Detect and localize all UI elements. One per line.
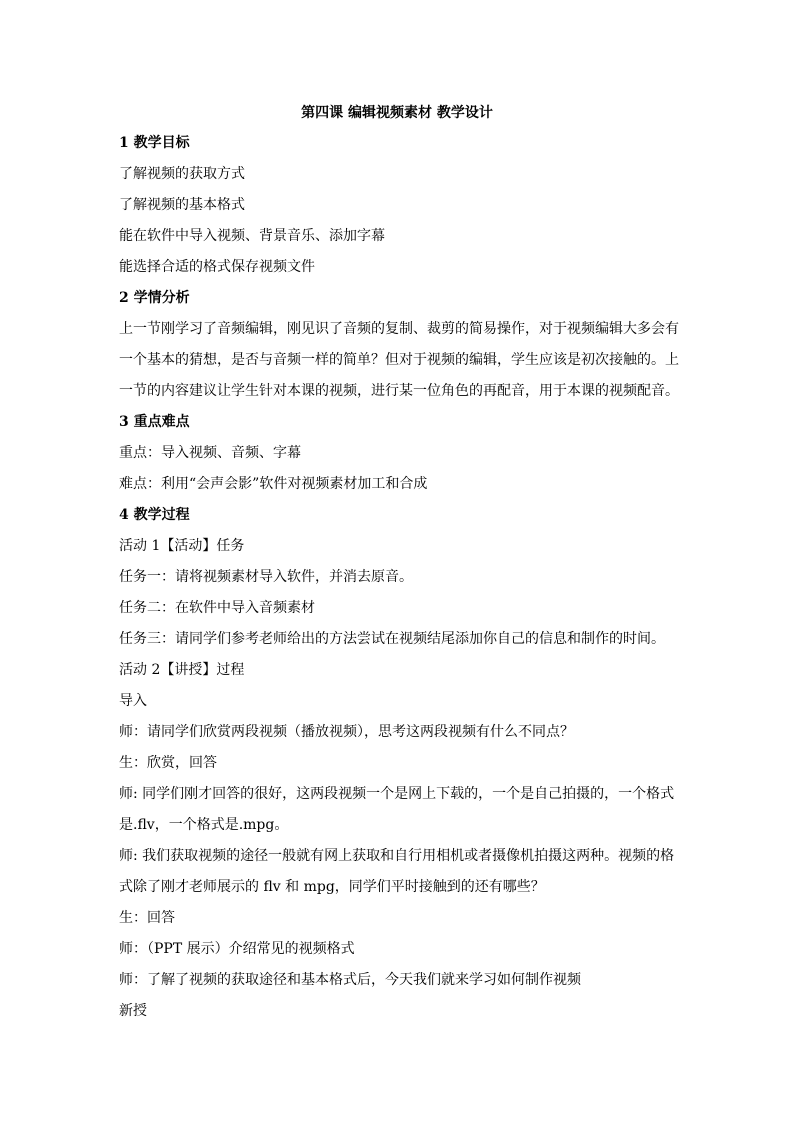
process-line: 师: 同学们刚才回答的很好，这两段视频一个是网上下载的，一个是自己拍摄的，一个格式	[119, 786, 675, 802]
paragraph-line: 上一节刚学习了音频编辑，刚见识了音频的复制、裁剪的简易操作，对于视频编辑大多会有	[119, 321, 679, 337]
analysis-paragraph	[119, 318, 679, 411]
process-line: 生：回答	[119, 910, 175, 926]
process-line: 导入	[119, 693, 147, 709]
section-heading-keypoints: 3 重点难点	[119, 414, 190, 430]
section-heading-analysis: 2 学情分析	[119, 290, 190, 306]
process-line: 任务一：请将视频素材导入软件，并消去原音。	[119, 569, 413, 585]
paragraph-line: 一节的内容建议让学生针对本课的视频，进行某一位角色的再配音，用于本课的视频配音。	[119, 383, 679, 399]
section-heading-process: 4 教学过程	[119, 507, 190, 523]
process-line: 师: 我们获取视频的途径一般就有网上获取和自行用相机或者摄像机拍摄这两种。视频的格	[119, 848, 675, 864]
goal-item: 了解视频的基本格式	[119, 197, 245, 213]
document-title: 第四课 编辑视频素材 教学设计	[301, 105, 493, 121]
process-line: 任务二：在软件中导入音频素材	[119, 600, 315, 616]
goal-item: 能选择合适的格式保存视频文件	[119, 259, 315, 275]
process-line: 新授	[119, 1003, 147, 1019]
goal-item: 了解视频的获取方式	[119, 166, 245, 182]
process-line: 活动 1【活动】任务	[119, 538, 245, 554]
process-line: 师：请同学们欣赏两段视频（播放视频），思考这两段视频有什么不同点？	[119, 724, 574, 740]
process-line: 师：（PPT 展示）介绍常见的视频格式	[119, 941, 355, 957]
process-line: 式除了刚才老师展示的 flv 和 mpg，同学们平时接触到的还有哪些？	[119, 879, 545, 895]
process-line: 是.flv，一个格式是.mpg。	[119, 817, 289, 833]
process-line: 任务三：请同学们参考老师给出的方法尝试在视频结尾添加你自己的信息和制作的时间。	[119, 631, 665, 647]
document-body	[119, 132, 679, 1031]
process-line: 生：欣赏，回答	[119, 755, 217, 771]
paragraph-line: 一个基本的猜想，是否与音频一样的简单？但对于视频的编辑，学生应该是初次接触的。上	[119, 352, 679, 368]
section-heading-goals: 1 教学目标	[119, 135, 190, 151]
process-line: 活动 2【讲授】过程	[119, 662, 245, 678]
process-line: 师：了解了视频的获取途径和基本格式后，今天我们就来学习如何制作视频	[119, 972, 581, 988]
goal-item: 能在软件中导入视频、背景音乐、添加字幕	[119, 228, 385, 244]
keypoint-item: 重点：导入视频、音频、字幕	[119, 445, 301, 461]
keypoint-item: 难点：利用“会声会影”软件对视频素材加工和合成	[119, 476, 428, 492]
